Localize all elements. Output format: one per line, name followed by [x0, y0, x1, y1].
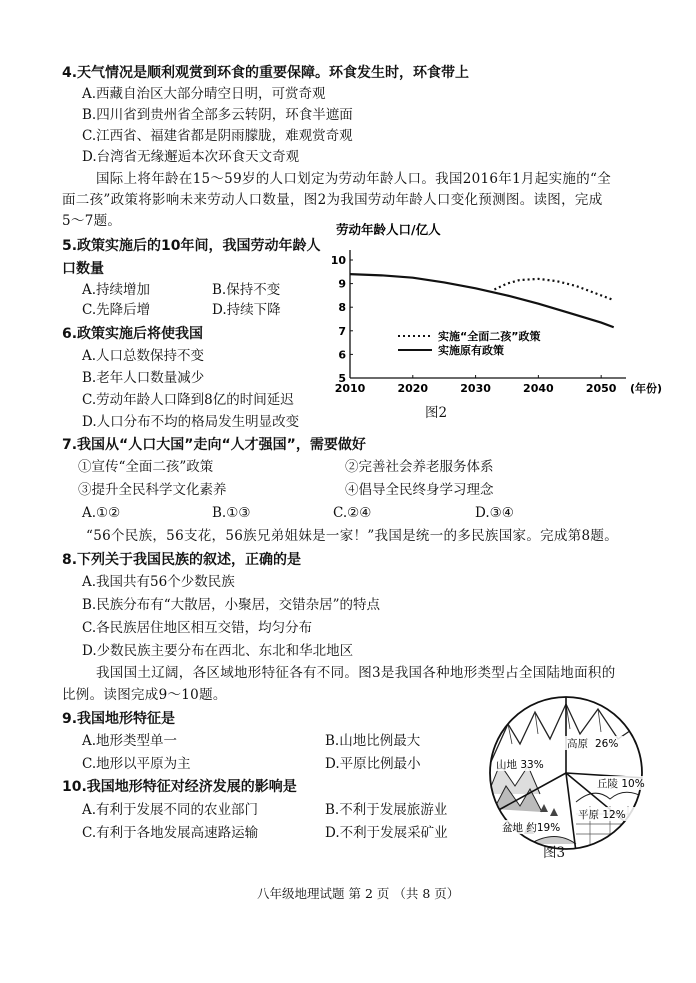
question-10-stem: 10.我国地形特征对经济发展的影响是: [62, 779, 297, 795]
figure-3-caption: 图3: [543, 845, 566, 861]
passage-1-line-2: 面二孩”政策将影响未来劳动人口数量，图2为我国劳动年龄人口变化预测图。读图，完成: [62, 192, 603, 208]
question-4-stem: 4.天气情况是顺利观赏到环食的重要保障。环食发生时，环食带上: [62, 65, 470, 81]
q10-option-b: B.不利于发展旅游业: [325, 802, 448, 818]
chart-x-axis-label: (年份): [630, 382, 663, 395]
q6-option-b: B.老年人口数量减少: [82, 370, 205, 386]
figure-2-labor-population-chart: [330, 218, 680, 408]
q9-option-c: C.地形以平原为主: [82, 756, 191, 772]
q10-option-c: C.有利于各地发展高速路运输: [82, 825, 259, 841]
q5-option-b: B.保持不变: [212, 282, 281, 298]
question-6-stem: 6.政策实施后将使我国: [62, 326, 204, 342]
q10-option-a: A.有利于发展不同的农业部门: [82, 802, 259, 818]
q5-option-a: A.持续增加: [82, 282, 151, 298]
question-7-stem: 7.我国从“人口大国”走向“人才强国”，需要做好: [62, 437, 366, 453]
chart-legend-label: 实施原有政策: [438, 344, 504, 357]
chart-y-tick-label: 8: [338, 301, 346, 315]
pie-label: 丘陵 10%: [597, 778, 645, 790]
pie-label: 26%: [595, 738, 619, 750]
q7-option-c: C.②④: [333, 505, 372, 521]
q5-option-d: D.持续下降: [212, 302, 281, 318]
chart-x-tick-label: 2010: [334, 382, 366, 395]
chart-y-tick-label: 9: [338, 277, 346, 291]
question-5-stem-line-1: 5.政策实施后的10年间，我国劳动年龄人: [62, 238, 321, 254]
pie-label: 山地 33%: [496, 759, 544, 771]
q7-option-a: A.①②: [82, 505, 121, 521]
chart-x-tick-label: 2040: [523, 382, 554, 395]
pie-label: 平原 12%: [578, 809, 626, 821]
q7-item-2: ②完善社会养老服务体系: [345, 459, 494, 475]
passage-2-line-1: “56个民族，56支花，56族兄弟姐妹是一家！”我国是统一的多民族国家。完成第8题。: [86, 528, 619, 544]
q7-option-b: B.①③: [212, 505, 251, 521]
chart-legend-label: 实施“全面二孩”政策: [438, 330, 541, 343]
passage-3-line-2: 比例。读图完成9～10题。: [62, 687, 227, 703]
q10-option-d: D.不利于发展采矿业: [325, 825, 448, 841]
chart-x-tick-label: 2020: [397, 382, 429, 395]
q8-option-c: C.各民族居住地区相互交错，均匀分布: [82, 620, 313, 636]
q7-item-1: ①宣传“全面二孩”政策: [78, 459, 214, 475]
chart-y-tick-label: 7: [338, 324, 346, 338]
chart-y-tick-label: 6: [338, 348, 346, 362]
chart-y-axis-label: 劳动年龄人口/亿人: [336, 222, 441, 237]
chart-x-tick-label: 2050: [585, 382, 617, 395]
q7-item-3: ③提升全民科学文化素养: [78, 482, 227, 498]
q9-option-d: D.平原比例最小: [325, 756, 421, 772]
q7-item-4: ④倡导全民终身学习理念: [345, 482, 494, 498]
q9-option-a: A.地形类型单一: [82, 733, 178, 749]
q6-option-a: A.人口总数保持不变: [82, 348, 205, 364]
q5-option-c: C.先降后增: [82, 302, 151, 318]
q4-option-a: A.西藏自治区大部分晴空日明，可赏奇观: [82, 86, 326, 102]
chart-x-tick-label: 2030: [460, 382, 491, 395]
q8-option-d: D.少数民族主要分布在西北、东北和华北地区: [82, 643, 354, 659]
q4-option-c: C.江西省、福建省都是阴雨朦胧，难观赏奇观: [82, 128, 353, 144]
q8-option-b: B.民族分布有“大散居，小聚居，交错杂居”的特点: [82, 597, 381, 613]
question-5-stem-line-2: 口数量: [62, 261, 104, 277]
pie-label: 高原: [567, 738, 588, 750]
passage-1-line-1: 国际上将年龄在15～59岁的人口划定为劳动年龄人口。我国2016年1月起实施的“全: [96, 171, 612, 187]
chart-series-line-original-policy: [350, 274, 614, 327]
q4-option-b: B.四川省到贵州省全部多云转阴，环食半遮面: [82, 107, 353, 123]
q9-option-b: B.山地比例最大: [325, 733, 421, 749]
passage-1-line-3: 5～7题。: [62, 213, 122, 229]
chart-y-tick-label: 5: [338, 372, 346, 385]
question-8-stem: 8.下列关于我国民族的叙述，正确的是: [62, 552, 302, 568]
figure-2-caption: 图2: [425, 405, 448, 421]
passage-3-line-1: 我国国土辽阔，各区域地形特征各有不同。图3是我国各种地形类型占全国陆地面积的: [96, 665, 616, 681]
question-9-stem: 9.我国地形特征是: [62, 711, 176, 727]
q6-option-d: D.人口分布不均的格局发生明显改变: [82, 414, 300, 430]
figure-3-terrain-pie: [480, 694, 655, 859]
q4-option-d: D.台湾省无缘邂逅本次环食天文奇观: [82, 149, 300, 165]
q6-option-c: C.劳动年龄人口降到8亿的时间延迟: [82, 392, 294, 408]
chart-y-tick-label: 10: [330, 254, 346, 267]
q7-option-d: D.③④: [475, 505, 514, 521]
pie-label: 盆地 约19%: [502, 822, 561, 834]
page-footer: 八年级地理试题 第 2 页 （共 8 页）: [257, 886, 460, 901]
q8-option-a: A.我国共有56个少数民族: [82, 574, 235, 590]
